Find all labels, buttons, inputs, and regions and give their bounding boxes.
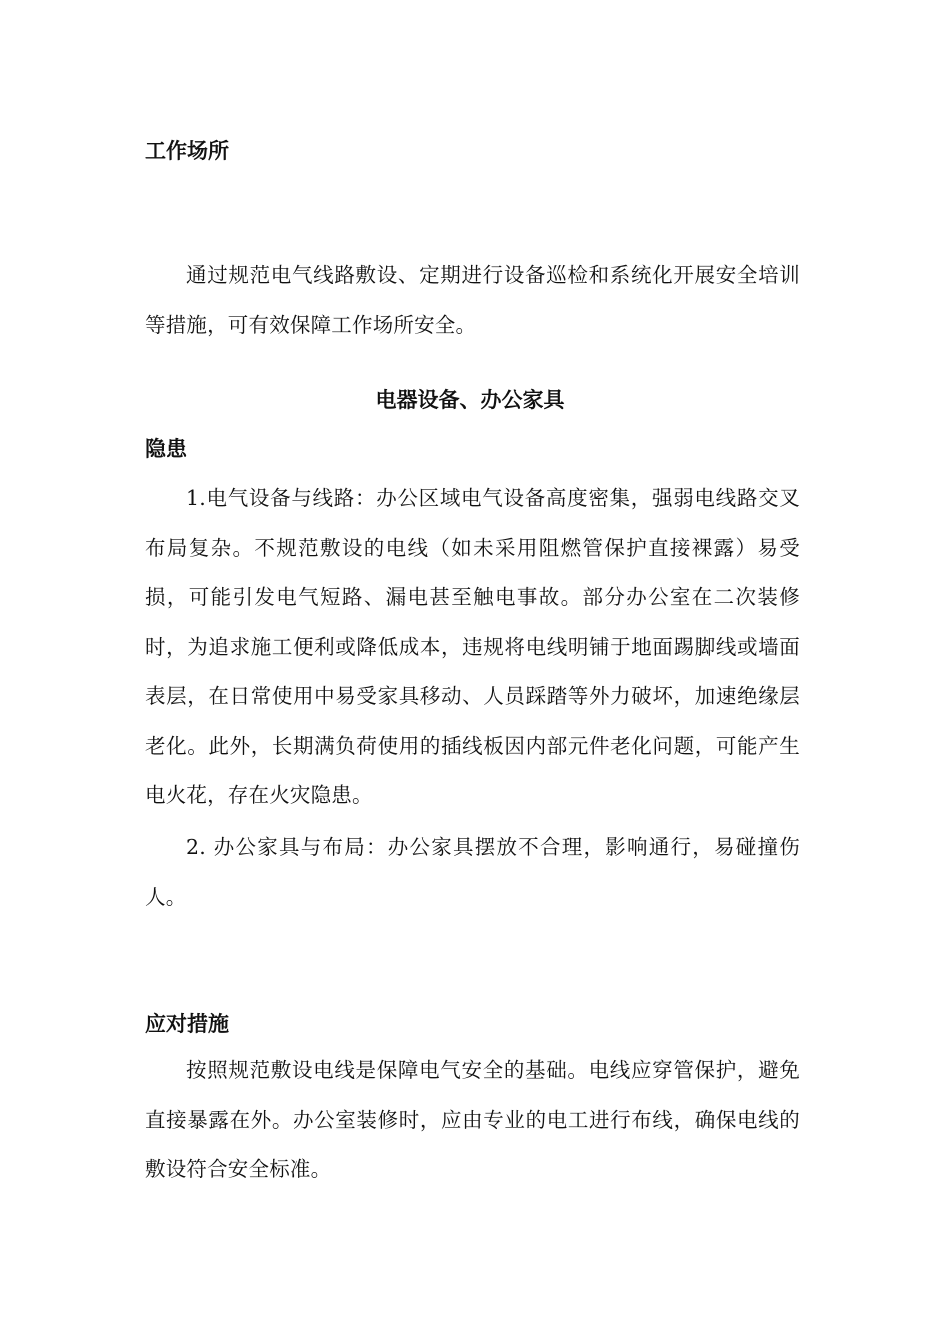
hazards-title: 隐患 [145,437,187,461]
hazard-item-electrical: 1.电气设备与线路：办公区域电气设备高度密集，强弱电线路交叉布局复杂。不规范敷设的电线（如未采用阻燃管保护直接裸露）易受损，可能引发电气短路、漏电甚至触电事故。部分办公室在二次装修时，为追求施工便利或降低成本，违规将电线明铺于地面踢脚线或墙面表层，在日常使用中易受家具移动、人员踩踏等外力破坏，加速绝缘层老化。此外，长期满负荷使用的插线板因内部元件老化问题，可能产生电火花，存在火灾隐患。 [145,486,800,807]
hazard-item-furniture: 2. 办公家具与布局：办公家具摆放不合理，影响通行，易碰撞伤人。 [145,835,800,909]
section-title-workplace: 工作场所 [145,139,229,163]
measures-title: 应对措施 [145,1012,229,1036]
measures-paragraph: 按照规范敷设电线是保障电气安全的基础。电线应穿管保护，避免直接暴露在外。办公室装修时，应由专业的电工进行布线，确保电线的敷设符合安全标准。 [145,1058,800,1181]
workplace-paragraph: 通过规范电气线路敷设、定期进行设备巡检和系统化开展安全培训等措施，可有效保障工作场所安全。 [145,263,800,337]
section-title-electrical-furniture: 电器设备、办公家具 [375,388,565,412]
